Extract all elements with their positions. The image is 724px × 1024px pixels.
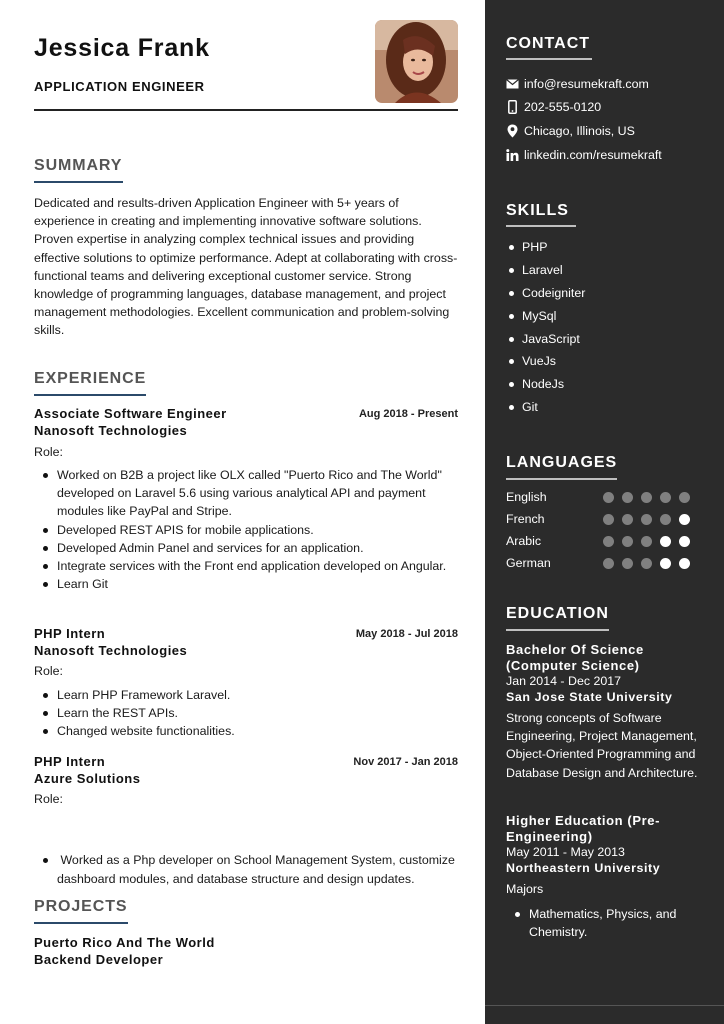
contact-location	[506, 124, 635, 138]
language-level-dots	[603, 492, 698, 503]
list-item: Mathematics, Physics, and Chemistry.	[506, 905, 706, 941]
summary-underline	[34, 181, 123, 183]
list-item: Learn Git	[34, 575, 458, 593]
job-bullets	[34, 466, 458, 593]
linkedin-icon	[506, 148, 519, 162]
contact-email-text: info@resumekraft.com	[524, 77, 649, 91]
project-name: Puerto Rico And The World	[34, 935, 215, 950]
skills-heading: SKILLS	[506, 202, 569, 219]
projects-heading: PROJECTS	[34, 898, 128, 915]
level-dot-filled	[641, 536, 652, 547]
level-dot-filled	[622, 492, 633, 503]
language-name: German	[506, 556, 551, 570]
edu-details: Majors	[506, 882, 544, 896]
skill-item: Laravel	[506, 261, 585, 284]
level-dot-filled	[641, 492, 652, 503]
skill-item: PHP	[506, 238, 585, 261]
level-dot-filled	[603, 536, 614, 547]
level-dot-filled	[622, 558, 633, 569]
contact-linkedin[interactable]	[506, 148, 662, 162]
job-title: Associate Software Engineer	[34, 406, 227, 421]
level-dot-empty	[679, 514, 690, 525]
level-dot-filled	[641, 558, 652, 569]
level-dot-filled	[660, 492, 671, 503]
job-dates: Aug 2018 - Present	[358, 408, 458, 420]
contact-phone[interactable]	[506, 100, 601, 114]
list-item: Learn PHP Framework Laravel.	[34, 686, 458, 704]
education-heading: EDUCATION	[506, 605, 609, 622]
header-divider	[34, 109, 458, 111]
language-name: French	[506, 512, 545, 526]
skills-underline	[506, 225, 576, 227]
level-dot-empty	[679, 536, 690, 547]
job-role-label: Role:	[34, 445, 63, 459]
list-item: Developed Admin Panel and services for an application.	[34, 539, 458, 557]
list-item: Changed website functionalities.	[34, 722, 458, 740]
level-dot-filled	[603, 514, 614, 525]
summary-heading: SUMMARY	[34, 157, 123, 174]
contact-linkedin-text: linkedin.com/resumekraft	[524, 148, 662, 162]
level-dot-empty	[679, 558, 690, 569]
experience-underline	[34, 394, 146, 396]
skills-list	[506, 238, 585, 421]
skill-item: Git	[506, 398, 585, 421]
job-role-label: Role:	[34, 792, 63, 806]
edu-school: San Jose State University	[506, 690, 673, 704]
candidate-title: APPLICATION ENGINEER	[34, 79, 205, 94]
language-name: English	[506, 490, 547, 504]
language-level-dots	[603, 536, 698, 547]
languages-heading: LANGUAGES	[506, 454, 618, 471]
education-underline	[506, 629, 609, 631]
list-item: Integrate services with the Front end application developed on Angular.	[34, 557, 458, 575]
edu-bullets	[506, 905, 706, 941]
job-bullets	[34, 686, 458, 741]
level-dot-filled	[603, 558, 614, 569]
job-company: Nanosoft Technologies	[34, 423, 188, 438]
edu-details: Strong concepts of Software Engineering, Project Management, Object-Oriented Programming and Database Design and Architecture.	[506, 711, 698, 780]
job-title: PHP Intern	[34, 754, 106, 769]
level-dot-filled	[641, 514, 652, 525]
contact-location-text: Chicago, Illinois, US	[524, 124, 635, 138]
languages-underline	[506, 478, 617, 480]
sidebar-bottom-divider	[485, 1005, 724, 1006]
level-dot-empty	[660, 558, 671, 569]
edu-degree: Higher Education (Pre-Engineering)	[506, 813, 661, 844]
job-title: PHP Intern	[34, 626, 106, 641]
location-pin-icon	[506, 124, 519, 138]
candidate-name: Jessica Frank	[34, 34, 210, 62]
job-dates: May 2018 - Jul 2018	[355, 628, 458, 640]
contact-underline	[506, 58, 592, 60]
job-dates: Nov 2017 - Jan 2018	[353, 756, 458, 768]
profile-photo	[375, 20, 458, 103]
level-dot-filled	[679, 492, 690, 503]
list-item: Learn the REST APIs.	[34, 704, 458, 722]
language-level-dots	[603, 558, 698, 569]
edu-dates: Jan 2014 - Dec 2017	[506, 674, 622, 688]
job-company: Azure Solutions	[34, 771, 141, 786]
skill-item: MySql	[506, 307, 585, 330]
job-role-label: Role:	[34, 664, 63, 678]
skill-item: JavaScript	[506, 330, 585, 353]
edu-school: Northeastern University	[506, 861, 661, 875]
level-dot-empty	[660, 536, 671, 547]
sidebar	[485, 0, 724, 1024]
edu-degree: Bachelor Of Science (Computer Science)	[506, 642, 644, 673]
level-dot-filled	[622, 514, 633, 525]
skill-item: VueJs	[506, 352, 585, 375]
contact-heading: CONTACT	[506, 35, 591, 52]
phone-icon	[506, 100, 519, 114]
skill-item: NodeJs	[506, 375, 585, 398]
projects-underline	[34, 922, 128, 924]
contact-phone-text: 202-555-0120	[524, 100, 602, 114]
level-dot-filled	[622, 536, 633, 547]
edu-dates: May 2011 - May 2013	[506, 845, 625, 859]
project-role: Backend Developer	[34, 952, 164, 967]
language-name: Arabic	[506, 534, 542, 548]
level-dot-filled	[660, 514, 671, 525]
level-dot-filled	[603, 492, 614, 503]
skill-item: Codeigniter	[506, 284, 585, 307]
email-icon	[506, 77, 519, 91]
list-item: Worked as a Php developer on School Management System, customize dashboard modules, and database structure and design updates.	[34, 851, 458, 887]
summary-text: Dedicated and results-driven Application Engineer with 5+ years of experience in creating and implementing innovative software solutions. Proven expertise in analyzing complex technical issues and providing effective solutions to optimize performance. Adept at collaborating with cross-functional teams and delivering exceptional customer service. Strong knowledge of programming languages, database management, and project management methodologies. Excellent communication and problem-solving skills.	[34, 196, 458, 338]
list-item: Worked on B2B a project like OLX called "Puerto Rico and The World" developed on Laravel 5.6 using various analytical API and payment modules like PayPal and Stripe.	[34, 466, 458, 521]
language-level-dots	[603, 514, 698, 525]
job-company: Nanosoft Technologies	[34, 643, 188, 658]
contact-email[interactable]	[506, 77, 649, 91]
list-item: Developed REST APIS for mobile applications.	[34, 521, 458, 539]
experience-heading: EXPERIENCE	[34, 370, 147, 387]
